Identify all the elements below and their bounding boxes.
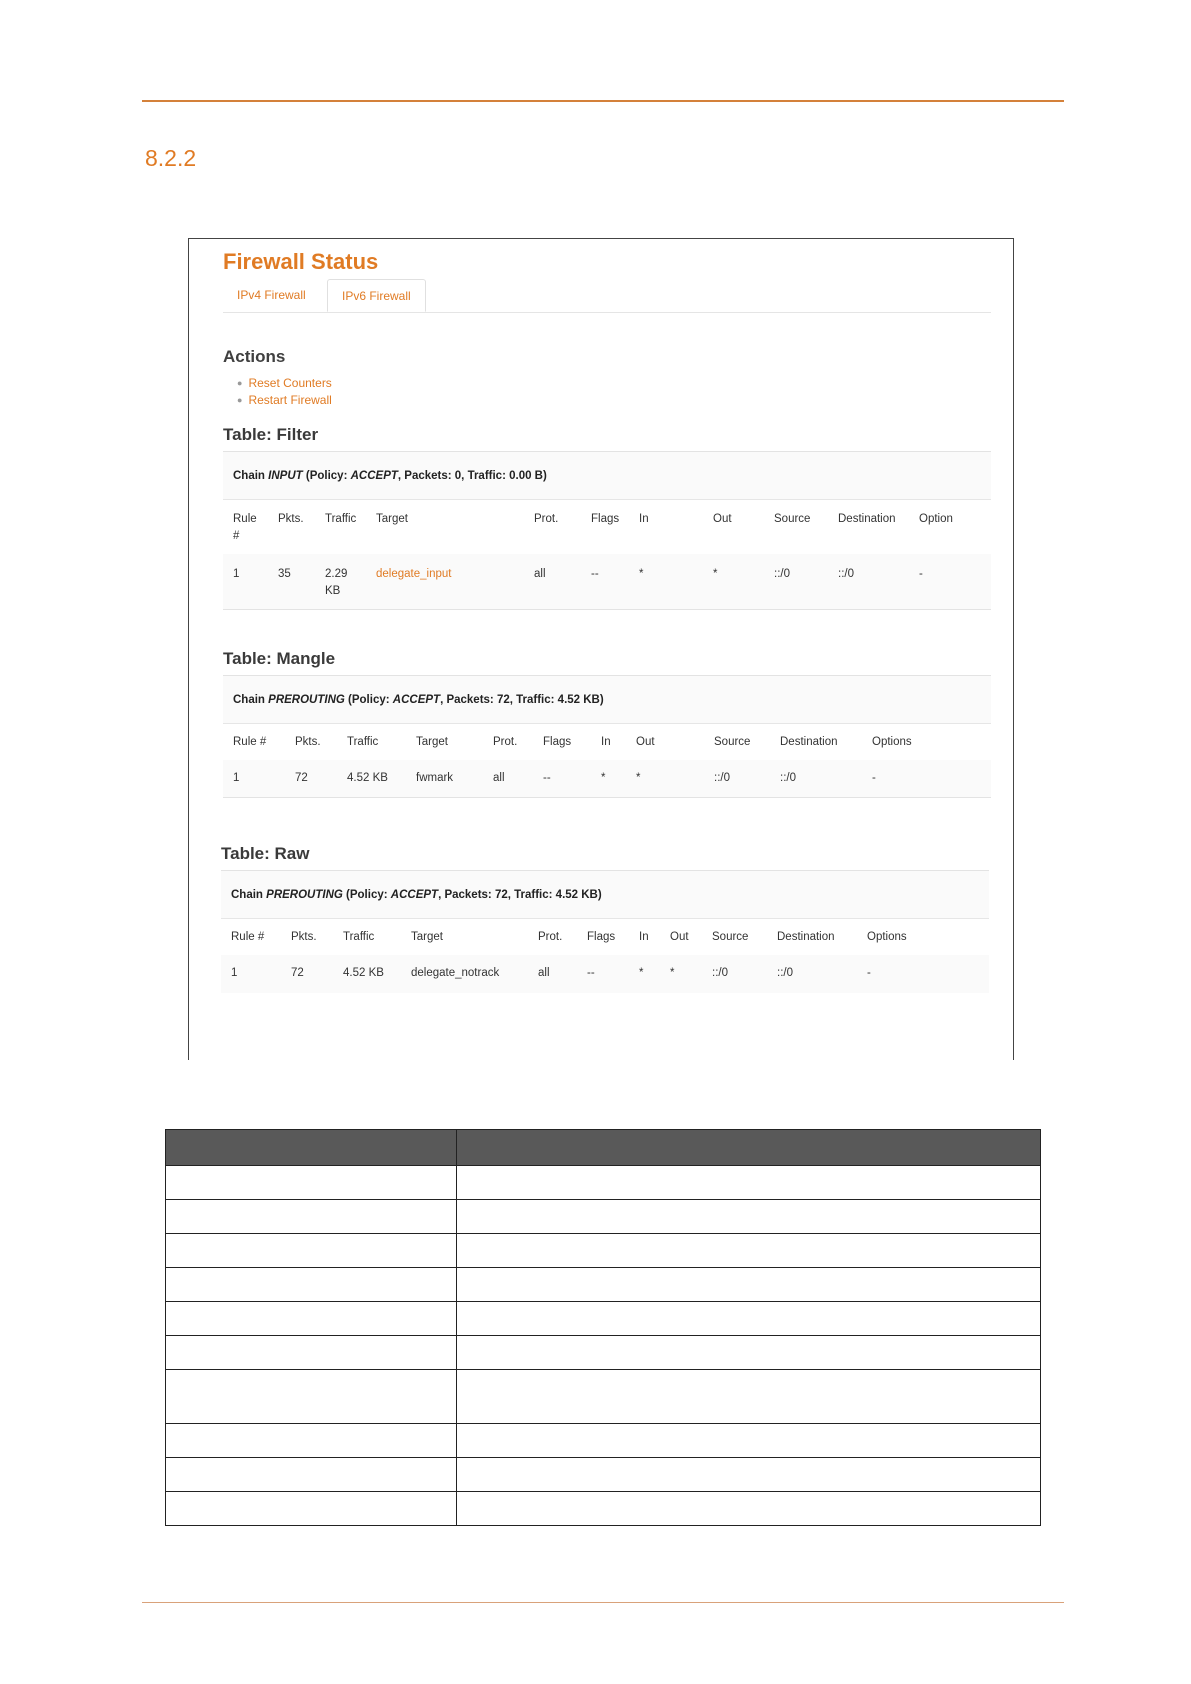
col-source: Source — [712, 931, 749, 943]
cell-destination: ::/0 — [780, 772, 796, 784]
table-row — [166, 1302, 1041, 1336]
cell-prot: all — [493, 772, 505, 784]
col-out: Out — [670, 931, 689, 943]
mangle-table-heading: Table: Mangle — [223, 649, 336, 668]
table-row — [166, 1200, 1041, 1234]
filter-table — [223, 500, 991, 610]
table-cell — [457, 1458, 1041, 1492]
footer-rule — [142, 1602, 1064, 1603]
table-row — [166, 1458, 1041, 1492]
cell-rule: 1 — [233, 568, 240, 580]
tab-ipv4-firewall[interactable]: IPv4 Firewall — [237, 288, 306, 302]
chain-name: PREROUTING — [268, 694, 345, 706]
table-header-row — [166, 1130, 1041, 1166]
cell-rule: 1 — [231, 967, 238, 979]
policy-prefix: (Policy: — [348, 694, 390, 706]
col-flags: Flags — [587, 931, 616, 943]
table-row — [166, 1370, 1041, 1424]
policy-prefix: (Policy: — [346, 889, 388, 901]
col-prot: Prot. — [493, 736, 518, 748]
table-row — [223, 554, 991, 610]
table-cell — [457, 1234, 1041, 1268]
cell-destination: ::/0 — [777, 967, 793, 979]
header-cell — [166, 1130, 457, 1166]
table-cell — [166, 1268, 457, 1302]
mangle-table — [223, 724, 991, 798]
col-prot: Prot. — [538, 931, 563, 943]
col-traffic: Traffic — [343, 931, 375, 943]
cell-destination: ::/0 — [838, 568, 854, 580]
cell-rule: 1 — [233, 772, 240, 784]
col-out: Out — [636, 736, 655, 748]
cell-in: * — [601, 772, 606, 784]
cell-source: ::/0 — [774, 568, 790, 580]
actions-heading: Actions — [223, 347, 286, 366]
actions-list — [237, 375, 332, 409]
tab-ipv6-firewall[interactable]: IPv6 Firewall — [327, 279, 426, 312]
chain-label: Chain — [231, 889, 263, 901]
table-cell — [166, 1458, 457, 1492]
table-row — [221, 955, 989, 993]
table-cell — [166, 1302, 457, 1336]
cell-pkts: 35 — [278, 568, 291, 580]
chain-label: Chain — [233, 470, 265, 482]
table-row — [166, 1336, 1041, 1370]
cell-options: - — [867, 967, 871, 979]
chain-name: PREROUTING — [266, 889, 343, 901]
col-in: In — [639, 513, 649, 525]
cell-out: * — [670, 967, 675, 979]
restart-firewall-link[interactable]: Restart Firewall — [248, 393, 332, 407]
col-target: Target — [416, 736, 448, 748]
reset-counters-link[interactable]: Reset Counters — [248, 376, 332, 390]
policy-value: ACCEPT — [392, 694, 441, 706]
cell-target: fwmark — [416, 772, 454, 784]
table-header-row — [223, 500, 991, 555]
raw-table-heading: Table: Raw — [221, 844, 310, 863]
raw-table — [221, 919, 989, 993]
col-target: Target — [411, 931, 443, 943]
table-row — [166, 1492, 1041, 1526]
col-rule: Rule — [233, 513, 257, 525]
table-row — [166, 1166, 1041, 1200]
tab-bar — [223, 279, 991, 313]
section-number: 8.2.2 — [145, 145, 197, 171]
col-destination: Destination — [777, 931, 835, 943]
table-cell — [457, 1200, 1041, 1234]
cell-flags: -- — [543, 772, 551, 784]
cell-out: * — [636, 772, 641, 784]
page-title: Firewall Status — [223, 249, 379, 274]
table-cell — [166, 1424, 457, 1458]
table-row — [166, 1424, 1041, 1458]
table-header-row — [221, 919, 989, 956]
bullet-icon: ● — [237, 395, 243, 405]
table-cell — [457, 1302, 1041, 1336]
table-header-row — [223, 724, 991, 761]
chain-name: INPUT — [268, 470, 303, 482]
chain-label: Chain — [233, 694, 265, 706]
cell-traffic: 4.52 KB — [347, 772, 388, 784]
chain-stats: , Packets: 72, Traffic: 4.52 KB) — [440, 694, 604, 706]
policy-value: ACCEPT — [390, 889, 439, 901]
policy-value: ACCEPT — [350, 470, 398, 482]
table-cell — [457, 1492, 1041, 1526]
table-cell — [166, 1492, 457, 1526]
table-cell — [457, 1424, 1041, 1458]
col-flags: Flags — [591, 513, 620, 525]
raw-chain-bar — [221, 871, 989, 919]
cell-in: * — [639, 568, 644, 580]
cell-prot: all — [538, 967, 550, 979]
table-row — [166, 1268, 1041, 1302]
cell-pkts: 72 — [295, 772, 308, 784]
table-cell — [457, 1336, 1041, 1370]
col-options: Options — [872, 736, 912, 748]
col-traffic: Traffic — [347, 736, 379, 748]
col-pkts: Pkts. — [291, 931, 317, 943]
cell-out: * — [713, 568, 718, 580]
cell-traffic: 4.52 KB — [343, 967, 384, 979]
cell-in: * — [639, 967, 644, 979]
table-row — [166, 1234, 1041, 1268]
firewall-status-screenshot — [188, 238, 1014, 1060]
cell-prot: all — [534, 568, 546, 580]
cell-traffic-unit: KB — [325, 585, 341, 597]
table-cell — [166, 1370, 457, 1424]
col-options: Options — [867, 931, 907, 943]
col-prot: Prot. — [534, 513, 559, 525]
col-target: Target — [376, 513, 408, 525]
cell-pkts: 72 — [291, 967, 304, 979]
cell-source: ::/0 — [714, 772, 730, 784]
filter-chain-bar — [223, 452, 991, 500]
mangle-chain-bar — [223, 676, 991, 724]
cell-traffic: 2.29 — [325, 568, 348, 580]
chain-stats: , Packets: 0, Traffic: 0.00 B) — [397, 470, 547, 482]
col-destination: Destination — [780, 736, 838, 748]
cell-options: - — [872, 772, 876, 784]
header-cell — [457, 1130, 1041, 1166]
col-flags: Flags — [543, 736, 572, 748]
header-rule — [142, 100, 1064, 102]
cell-target: delegate_notrack — [411, 967, 500, 979]
cell-flags: -- — [587, 967, 595, 979]
col-destination: Destination — [838, 513, 896, 525]
table-cell — [457, 1268, 1041, 1302]
parameter-table — [165, 1129, 1041, 1526]
cell-source: ::/0 — [712, 967, 728, 979]
col-rule-hash: # — [233, 530, 240, 542]
table-row — [223, 760, 991, 798]
col-rule: Rule # — [231, 931, 265, 943]
bullet-icon: ● — [237, 378, 243, 388]
target-link[interactable]: delegate_input — [376, 568, 452, 580]
table-cell — [166, 1200, 457, 1234]
col-pkts: Pkts. — [278, 513, 304, 525]
col-traffic: Traffic — [325, 513, 357, 525]
col-pkts: Pkts. — [295, 736, 321, 748]
list-item — [237, 375, 332, 392]
col-source: Source — [774, 513, 811, 525]
table-cell — [166, 1234, 457, 1268]
cell-flags: -- — [591, 568, 599, 580]
table-cell — [457, 1370, 1041, 1424]
col-in: In — [639, 931, 649, 943]
col-out: Out — [713, 513, 732, 525]
list-item — [237, 392, 332, 409]
col-source: Source — [714, 736, 751, 748]
policy-prefix: (Policy: — [305, 470, 348, 482]
col-option: Option — [919, 513, 953, 525]
table-cell — [166, 1336, 457, 1370]
filter-table-heading: Table: Filter — [223, 425, 319, 444]
col-rule: Rule # — [233, 736, 267, 748]
table-cell — [457, 1166, 1041, 1200]
col-in: In — [601, 736, 611, 748]
table-cell — [166, 1166, 457, 1200]
chain-stats: , Packets: 72, Traffic: 4.52 KB) — [438, 889, 602, 901]
cell-options: - — [919, 568, 923, 580]
